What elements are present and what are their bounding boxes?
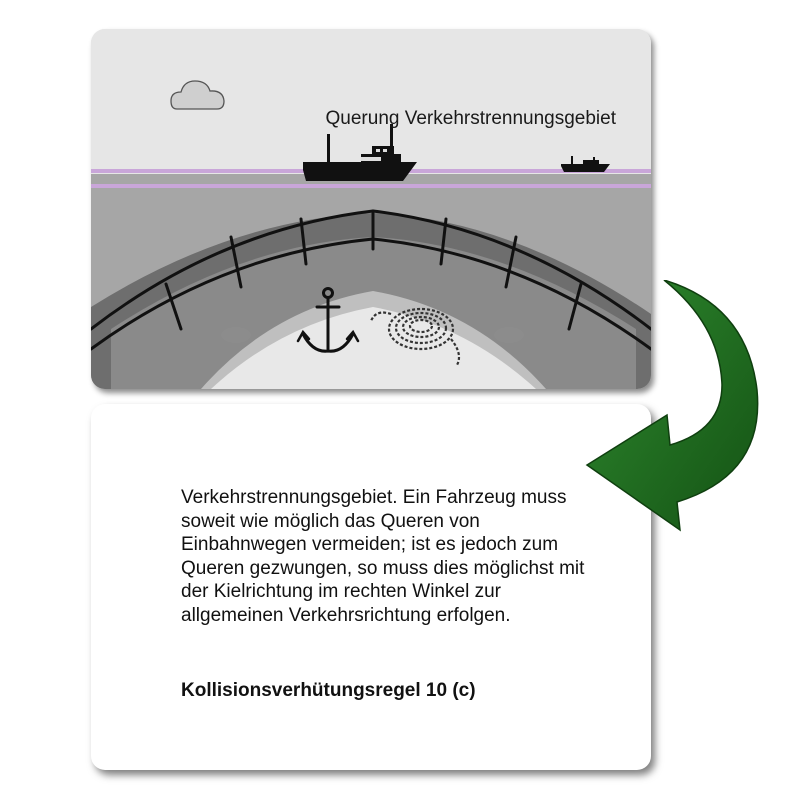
rule-description: Verkehrstrennungsgebiet. Ein Fahrzeug muss soweit wie möglich das Queren von Einbahnwegen vermeiden; ist es jedoch zum Queren gezwungen, so muss dies möglichst mit der Kielrichtung im rechten Winkel zur allgemeinen Verkehrsrichtung erfolgen. [181,487,585,626]
curved-arrow-icon [582,280,782,540]
front-card[interactable] [91,29,651,389]
hawse-hole-left [221,327,251,343]
card-title: Querung Verkehrstrennungsgebiet [325,108,616,129]
rule-reference: Kollisionsverhütungsregel 10 (c) [181,680,476,701]
bow-scene-illustration [91,29,651,389]
back-card[interactable] [91,404,651,770]
traffic-lane-line-lower [91,184,651,188]
hawse-hole-right [494,327,524,343]
